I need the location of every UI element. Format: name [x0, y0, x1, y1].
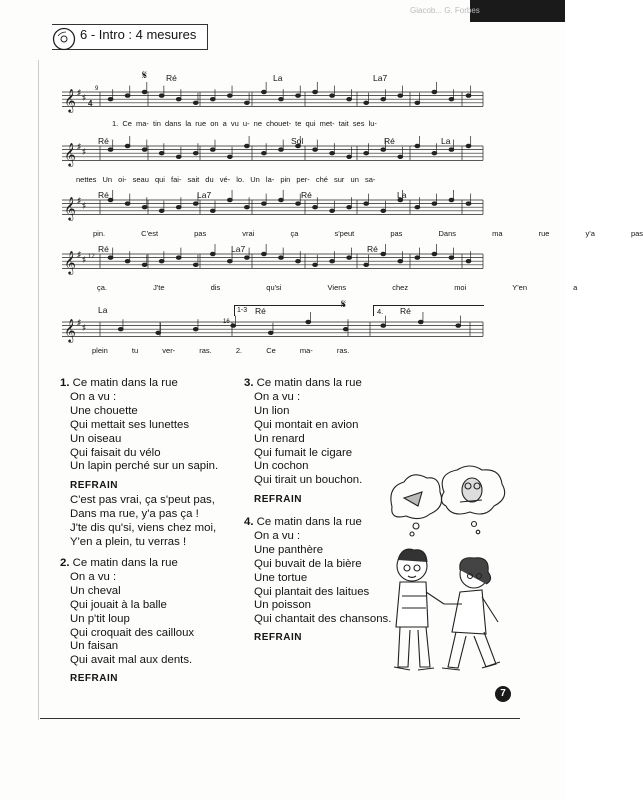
note-head	[432, 152, 437, 155]
note-head	[262, 90, 267, 93]
note-head	[347, 256, 352, 259]
note-head	[364, 101, 369, 104]
note-head	[330, 209, 335, 212]
note-head	[244, 144, 249, 147]
lyrics-s1: 1. Ce ma- tin dans la rue on a vu u- ne chouet- te qui met- tait ses lu-	[112, 119, 377, 128]
verse-line: Une panthère	[254, 543, 324, 556]
bar-number-9: 9	[95, 86, 99, 92]
chord-s4-1: Ré	[98, 244, 109, 254]
sharp-sign: ♯	[77, 142, 81, 151]
note-head	[193, 263, 198, 266]
verse-number: 2.	[60, 557, 70, 569]
chord-s1-2: La	[273, 73, 283, 83]
note-head	[381, 98, 386, 101]
note-head	[456, 324, 461, 327]
sharp-sign: ♯	[82, 201, 86, 210]
note-head	[364, 202, 369, 205]
chord-s5-3: Ré	[400, 306, 411, 316]
track-title: 6 - Intro : 4 mesures	[80, 27, 197, 42]
top-right-text: Giacob... G. Forbes	[410, 6, 480, 15]
note-head	[398, 155, 403, 158]
note-head	[176, 256, 181, 259]
note-head	[125, 144, 130, 147]
note-head	[313, 148, 318, 151]
note-head	[449, 198, 454, 201]
note-head	[227, 155, 232, 158]
chord-s2-3: Ré	[384, 136, 395, 146]
verse-line: Qui plantait des laitues	[254, 585, 370, 598]
note-head	[432, 252, 437, 255]
treble-clef: 𝄞	[64, 318, 76, 342]
note-head	[330, 260, 335, 263]
refrain-line: Dans ma rue, y'a pas ça !	[70, 507, 199, 520]
note-head	[381, 209, 386, 212]
note-head	[159, 209, 164, 212]
note-head	[176, 155, 181, 158]
note-head	[244, 206, 249, 209]
note-head	[449, 148, 454, 151]
verse-line: Qui faisait du vélo	[70, 446, 161, 459]
segno-sign: 𝄋	[142, 68, 148, 82]
verse-line: Un cheval	[70, 584, 121, 597]
note-head	[125, 260, 130, 263]
note-head	[398, 260, 403, 263]
lyrics-s4: ça. J'te dis qu'si Viens chez moi Y'en a	[97, 283, 578, 292]
note-head	[466, 144, 471, 147]
note-head	[279, 148, 284, 151]
volta-1-bracket	[234, 305, 345, 316]
verse-line: Un faisan	[70, 640, 119, 653]
note-head	[210, 148, 215, 151]
volta-1-label: 1-3	[237, 307, 248, 314]
refrain-label-2: REFRAIN	[70, 673, 118, 684]
verse-line: On a vu :	[254, 529, 301, 542]
verse-line: On a vu :	[70, 390, 117, 403]
note-head	[176, 206, 181, 209]
verse-line: Qui montait en avion	[254, 418, 359, 431]
note-head	[330, 152, 335, 155]
verse-number: 3.	[244, 377, 254, 389]
note-head	[193, 328, 198, 331]
verse-line: Un cochon	[254, 460, 309, 473]
note-head	[279, 98, 284, 101]
note-head	[313, 206, 318, 209]
note-head	[244, 256, 249, 259]
verse-number: 4.	[244, 516, 254, 528]
note-head	[156, 331, 161, 334]
verse-line: Un lapin perché sur un sapin.	[70, 460, 219, 473]
note-head	[415, 144, 420, 147]
verse-line: Ce matin dans la rue	[256, 377, 362, 389]
refrain-line: J'te dis qu'si, viens chez moi,	[70, 521, 217, 534]
verse-line: Un p'tit loup	[70, 612, 130, 625]
note-head	[381, 252, 386, 255]
note-head	[466, 260, 471, 263]
sharp-sign: ♯	[82, 323, 86, 332]
chord-s1-3: La7	[373, 73, 388, 83]
lyrics-s2: nettes Un oi- seau qui fai- sait du vé- lo. Un la- pin per- ché sur un sa-	[76, 175, 376, 184]
treble-clef: 𝄞	[64, 88, 76, 112]
sharp-sign: ♯	[82, 93, 86, 102]
chord-s2-4: La	[441, 136, 451, 146]
note-head	[432, 202, 437, 205]
verse-line: Une tortue	[254, 571, 308, 584]
note-head	[142, 148, 147, 151]
chord-s5-1: La	[98, 305, 108, 315]
volta-2-bracket	[373, 305, 484, 316]
note-head	[466, 202, 471, 205]
verse-line: Ce matin dans la rue	[256, 516, 362, 528]
note-head	[262, 202, 267, 205]
page-number-badge: 7	[495, 686, 511, 702]
note-head	[142, 90, 147, 93]
note-head	[364, 263, 369, 266]
note-head	[381, 148, 386, 151]
note-head	[159, 94, 164, 97]
bar-number-16: 16	[223, 319, 230, 325]
verse-line: Un oiseau	[70, 432, 122, 445]
refrain-text	[70, 494, 216, 550]
note-head	[142, 263, 147, 266]
note-head	[449, 98, 454, 101]
chord-s3-2: La7	[197, 190, 212, 200]
note-head	[108, 256, 113, 259]
note-head	[279, 198, 284, 201]
note-head	[279, 256, 284, 259]
note-head	[343, 328, 348, 331]
note-head	[108, 148, 113, 151]
note-head	[398, 94, 403, 97]
kids-illustration	[382, 462, 512, 677]
note-head	[432, 90, 437, 93]
verse-line: Ce matin dans la rue	[72, 377, 178, 389]
note-head	[415, 256, 420, 259]
note-head	[381, 324, 386, 327]
note-head	[244, 101, 249, 104]
verse-line: Qui jouait à la balle	[70, 598, 167, 611]
verse-line: On a vu :	[70, 570, 117, 583]
note-head	[210, 209, 215, 212]
note-head	[159, 152, 164, 155]
verse-line: Qui fumait le cigare	[254, 446, 353, 459]
note-head	[262, 152, 267, 155]
verse-line: Un renard	[254, 432, 305, 445]
verse-line: Qui buvait de la bière	[254, 557, 362, 570]
note-head	[108, 98, 113, 101]
bar-number-12: 12	[88, 254, 95, 260]
note-head	[176, 98, 181, 101]
note-head	[347, 155, 352, 158]
sharp-sign: ♯	[77, 196, 81, 205]
segno-sign-2: 𝄋	[341, 297, 347, 311]
treble-clef: 𝄞	[64, 142, 76, 166]
note-head	[227, 198, 232, 201]
note-head	[118, 328, 123, 331]
note-head	[306, 320, 311, 323]
treble-clef: 𝄞	[64, 196, 76, 220]
sharp-sign: ♯	[82, 255, 86, 264]
note-head	[231, 324, 236, 327]
note-head	[313, 90, 318, 93]
note-head	[296, 94, 301, 97]
note-head	[125, 94, 130, 97]
note-head	[227, 94, 232, 97]
verse-line: Un lion	[254, 404, 290, 417]
sharp-sign: ♯	[82, 147, 86, 156]
verse-3	[244, 377, 362, 488]
note-head	[296, 202, 301, 205]
note-head	[142, 206, 147, 209]
verse-line: On a vu :	[254, 390, 301, 403]
note-head	[193, 101, 198, 104]
note-head	[262, 252, 267, 255]
note-head	[296, 260, 301, 263]
lyrics-s5: plein tu ver- ras. 2. Ce ma- ras.	[92, 346, 350, 355]
note-head	[330, 94, 335, 97]
chord-s2-2: Sol	[291, 136, 304, 146]
note-head	[313, 263, 318, 266]
chord-s3-4: La	[397, 190, 407, 200]
chord-s2-1: Ré	[98, 136, 109, 146]
verse-line: Qui tirait un bouchon.	[254, 474, 363, 487]
chord-s5-2: Ré	[255, 306, 266, 316]
bottom-rule	[40, 718, 520, 719]
verse-line: Un poisson	[254, 599, 311, 612]
note-head	[466, 94, 471, 97]
verse-number: 1.	[60, 377, 70, 389]
refrain-label-3: REFRAIN	[254, 494, 302, 505]
verse-line: Ce matin dans la rue	[72, 557, 178, 569]
chord-s1-1: Ré	[166, 73, 177, 83]
verse-line: Qui croquait des cailloux	[70, 626, 195, 639]
note-head	[159, 260, 164, 263]
note-head	[364, 152, 369, 155]
note-head	[227, 260, 232, 263]
note-head	[347, 206, 352, 209]
note-head	[418, 320, 423, 323]
chord-s3-1: Ré	[98, 190, 109, 200]
volta-2-label: 4.	[377, 307, 384, 316]
refrain-line: Y'en a plein, tu verras !	[70, 535, 187, 548]
verse-1	[60, 377, 218, 474]
lyrics-s3: pin. C'est pas vrai ça s'peut pas Dans ma rue y'a pas	[93, 229, 643, 238]
chord-s4-3: Ré	[367, 244, 378, 254]
verse-line: Qui mettait ses lunettes	[70, 418, 190, 431]
note-head	[125, 202, 130, 205]
note-head	[193, 152, 198, 155]
refrain-label: REFRAIN	[70, 480, 118, 491]
verse-line: Qui chantait des chansons.	[254, 613, 392, 626]
note-head	[193, 202, 198, 205]
sharp-sign: ♯	[77, 88, 81, 97]
note-head	[210, 252, 215, 255]
chord-s4-2: La7	[231, 244, 246, 254]
verse-2	[60, 557, 194, 668]
treble-clef: 𝄞	[64, 250, 76, 274]
verse-line: Une chouette	[70, 404, 138, 417]
sharp-sign: ♯	[77, 250, 81, 259]
note-head	[415, 206, 420, 209]
note-head	[347, 98, 352, 101]
sharp-sign: ♯	[77, 318, 81, 327]
time-signature: 4	[88, 99, 93, 108]
note-head	[449, 256, 454, 259]
note-head	[415, 101, 420, 104]
note-head	[210, 98, 215, 101]
note-head	[268, 331, 273, 334]
chord-s3-3: Ré	[301, 190, 312, 200]
verse-4	[244, 516, 391, 627]
refrain-line: C'est pas vrai, ça s'peut pas,	[70, 494, 215, 506]
verse-line: Qui avait mal aux dents.	[70, 654, 193, 667]
refrain-label-4: REFRAIN	[254, 632, 302, 643]
